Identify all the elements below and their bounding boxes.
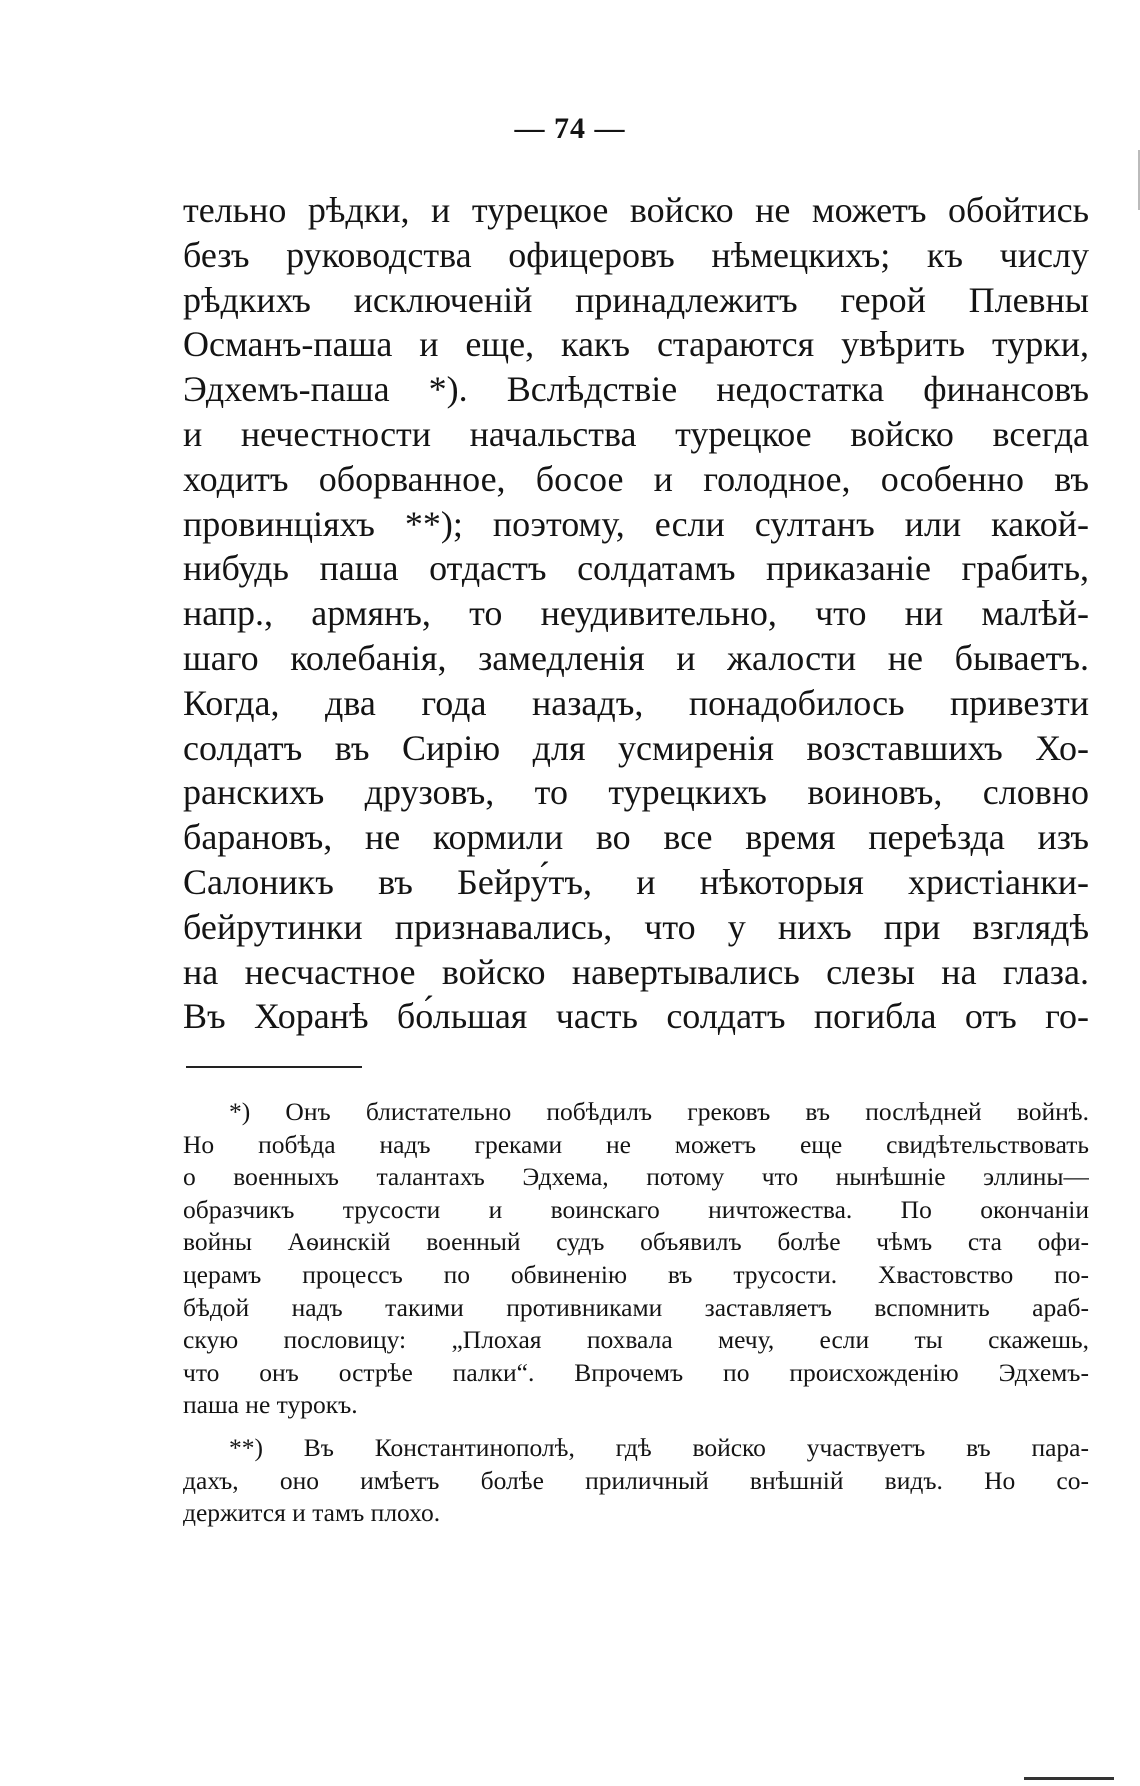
body-line: ходитъ оборванное, босое и голодное, особенно въ	[183, 458, 1089, 499]
body-line: барановъ, не кормили во все время переѣзда изъ	[183, 817, 1089, 858]
body-line: Османъ-паша и еще, какъ стараются увѣрить турки,	[183, 324, 1089, 365]
body-line: нибудь паша отдастъ солдатамъ приказаніе грабить,	[183, 548, 1089, 589]
body-line: ранскихъ друзовъ, то турецкихъ воиновъ, словно	[183, 772, 1089, 813]
footnote-2	[183, 1432, 1089, 1530]
body-line: Когда, два года назадъ, понадобилось привезти	[183, 682, 1089, 723]
footnote-1	[183, 1096, 1089, 1422]
page-number: — 74 —	[514, 112, 626, 145]
footnote-line: скую пословицу: „Плохая похвала мечу, если ты скажешь,	[183, 1325, 1089, 1355]
body-line: тельно рѣдки, и турецкое войско не можетъ обойтись	[183, 190, 1089, 230]
scan-bottom-mark	[1024, 1771, 1114, 1780]
footnotes	[183, 1096, 1089, 1530]
body-line: рѣдкихъ исключеній принадлежитъ герой Плевны	[183, 279, 1089, 320]
footnote-line: держится и тамъ плохо.	[183, 1498, 441, 1528]
footnote-separator	[186, 1066, 362, 1068]
body-line: солдатъ въ Сирію для усмиренія возставшихъ Хо-	[183, 727, 1089, 768]
body-line: шаго колебанія, замедленія и жалости не бываетъ.	[183, 637, 1089, 678]
body-line: Эдхемъ-паша *). Вслѣдствіе недостатка финансовъ	[183, 369, 1089, 410]
body-line: провинціяхъ **); поэтому, если султанъ или какой-	[183, 503, 1089, 544]
body-line: безъ руководства офицеровъ нѣмецкихъ; къ числу	[183, 234, 1089, 275]
footnote-line: дахъ, оно имѣетъ болѣе приличный внѣшній видъ. Но со-	[183, 1465, 1089, 1495]
footnote-line: бѣдой надъ такими противниками заставляетъ вспомнить араб-	[183, 1292, 1089, 1322]
footnote-line: что онъ острѣе палки“. Впрочемъ по происхожденію Эдхемъ-	[183, 1357, 1089, 1387]
footnote-line: паша не турокъ.	[183, 1390, 358, 1420]
body-text	[183, 188, 1089, 1039]
body-line: бейрутинки признавались, что у нихъ при взглядѣ	[183, 906, 1089, 947]
body-line: напр., армянъ, то неудивительно, что ни малѣй-	[183, 593, 1089, 634]
footnote-line: церамъ процессъ по обвиненію въ трусости. Хвастовство по-	[183, 1259, 1089, 1289]
footnote-line: **) Въ Константинополѣ, гдѣ войско участвуетъ въ пара-	[229, 1432, 1089, 1462]
footnote-line: *) Онъ блистательно побѣдилъ грековъ въ послѣдней войнѣ.	[229, 1097, 1089, 1126]
footnote-line: войны Аѳинскій военный судъ объявилъ болѣе чѣмъ ста офи-	[183, 1227, 1089, 1257]
footnote-line: о военныхъ талантахъ Эдхема, потому что нынѣшніе эллины—	[183, 1162, 1089, 1192]
body-line: Салоникъ въ Бейру́тъ, и нѣкоторыя христіанки-	[183, 861, 1089, 902]
footnote-gap	[183, 1422, 1089, 1432]
body-line: Въ Хоранѣ бо́льшая часть солдатъ погибла отъ го-	[183, 996, 1089, 1037]
body-line: и нечестности начальства турецкое войско всегда	[183, 413, 1089, 454]
footnote-line: Но побѣда надъ греками не можетъ еще свидѣтельствовать	[183, 1129, 1089, 1159]
footnote-line: образчикъ трусости и воинскаго ничтожества. По окончаніи	[183, 1194, 1089, 1224]
body-line: на несчастное войско навертывались слезы на глаза.	[183, 951, 1089, 992]
